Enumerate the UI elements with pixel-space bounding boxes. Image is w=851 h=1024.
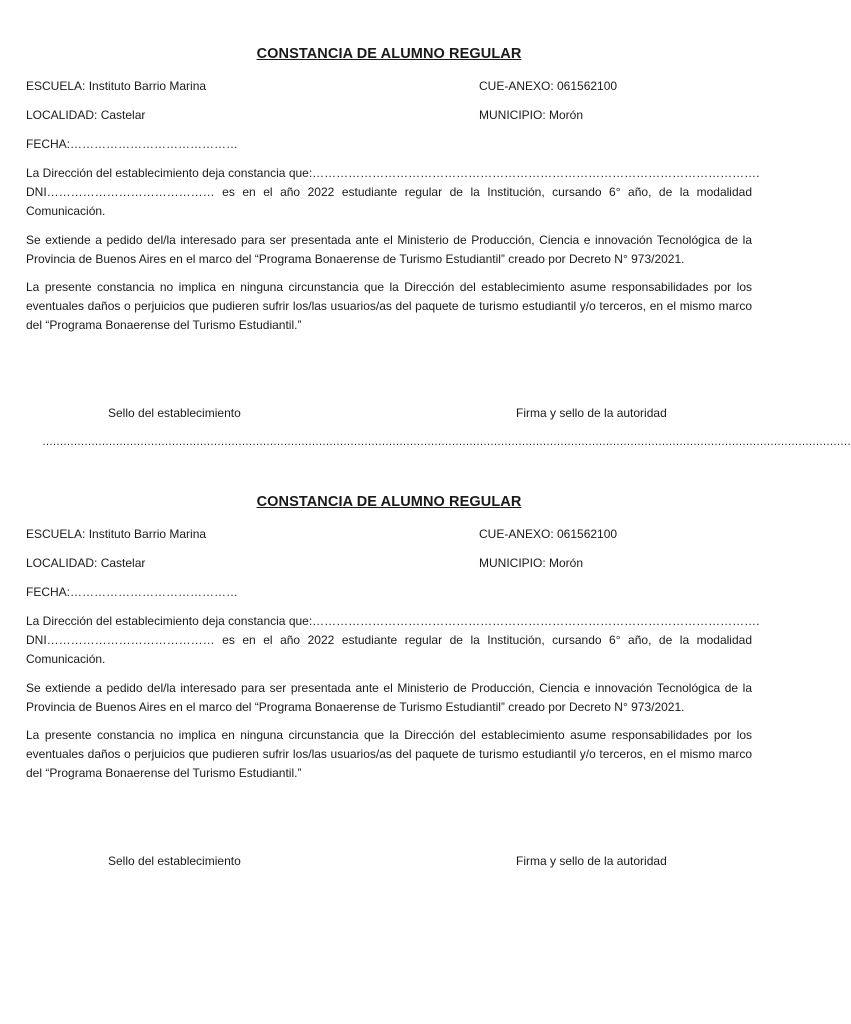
- date-row: [26, 137, 752, 153]
- purpose-paragraph: Se extiende a pedido del/la interesado para ser presentada ante el Ministerio de Producción, Ciencia e innovación Tecnológica de la Provincia de Buenos Aires en el marco del “Programa Bonaerense de Turismo Estudiantil” creado por Decreto N° 973/2021.: [26, 233, 752, 266]
- statement-line-2: DNI…………………………………… es en el año 2022 estudiante regular de la Institución, cursando 6° año, de la modalidad Comunicación.: [26, 633, 752, 666]
- locality-row: [26, 556, 752, 572]
- school-row: [26, 527, 752, 543]
- disclaimer-paragraph: La presente constancia no implica en ninguna circunstancia que la Dirección del establecimiento asume responsabilidades por los eventuales daños o perjuicios que pudieren sufrir los/las usuarios/as del paquete de turismo estudiantil y/o terceros, en el mismo marco del “Programa Bonaerense del Turismo Estudiantil.”: [26, 280, 752, 332]
- seal-label: Sello del establecimiento: [108, 406, 241, 420]
- signature-label: Firma y sello de la autoridad: [516, 854, 667, 868]
- locality-row: [26, 108, 752, 124]
- signature-label: Firma y sello de la autoridad: [516, 406, 667, 420]
- seal-label: Sello del establecimiento: [108, 854, 241, 868]
- locality: LOCALIDAD: Castelar: [26, 108, 146, 122]
- purpose-paragraph: Se extiende a pedido del/la interesado para ser presentada ante el Ministerio de Producción, Ciencia e innovación Tecnológica de la Provincia de Buenos Aires en el marco del “Programa Bonaerense de Turismo Estudiantil” creado por Decreto N° 973/2021.: [26, 681, 752, 714]
- statement-line-1: La Dirección del establecimiento deja constancia que:………………………………………………………………………………………………….: [26, 166, 760, 180]
- date-field: FECHA:……………………………………: [26, 137, 239, 151]
- disclaimer-paragraph: La presente constancia no implica en ninguna circunstancia que la Dirección del establecimiento asume responsabilidades por los eventuales daños o perjuicios que pudieren sufrir los/las usuarios/as del paquete de turismo estudiantil y/o terceros, en el mismo marco del “Programa Bonaerense del Turismo Estudiantil.”: [26, 728, 752, 780]
- municipality: MUNICIPIO: Morón: [479, 108, 584, 122]
- date-field: FECHA:……………………………………: [26, 585, 239, 599]
- municipality: MUNICIPIO: Morón: [479, 556, 584, 570]
- statement-line-2: DNI…………………………………… es en el año 2022 estudiante regular de la Institución, cursando 6° año, de la modalidad Comunicación.: [26, 185, 752, 218]
- cue-anexo: CUE-ANEXO: 061562100: [479, 527, 618, 541]
- document-title: CONSTANCIA DE ALUMNO REGULAR: [256, 494, 522, 510]
- statement-line-1: La Dirección del establecimiento deja constancia que:………………………………………………………………………………………………….: [26, 614, 760, 628]
- cue-anexo: CUE-ANEXO: 061562100: [479, 79, 618, 93]
- school-row: [26, 79, 752, 95]
- cut-line: ……………………………………………………………………………………………………………………………………………………………………………………………………………: [42, 436, 851, 448]
- document-title: CONSTANCIA DE ALUMNO REGULAR: [256, 46, 522, 62]
- school-name: ESCUELA: Instituto Barrio Marina: [26, 79, 207, 93]
- school-name: ESCUELA: Instituto Barrio Marina: [26, 527, 207, 541]
- statement-paragraph: [26, 164, 760, 221]
- locality: LOCALIDAD: Castelar: [26, 556, 146, 570]
- date-row: [26, 585, 752, 601]
- statement-paragraph: [26, 612, 760, 669]
